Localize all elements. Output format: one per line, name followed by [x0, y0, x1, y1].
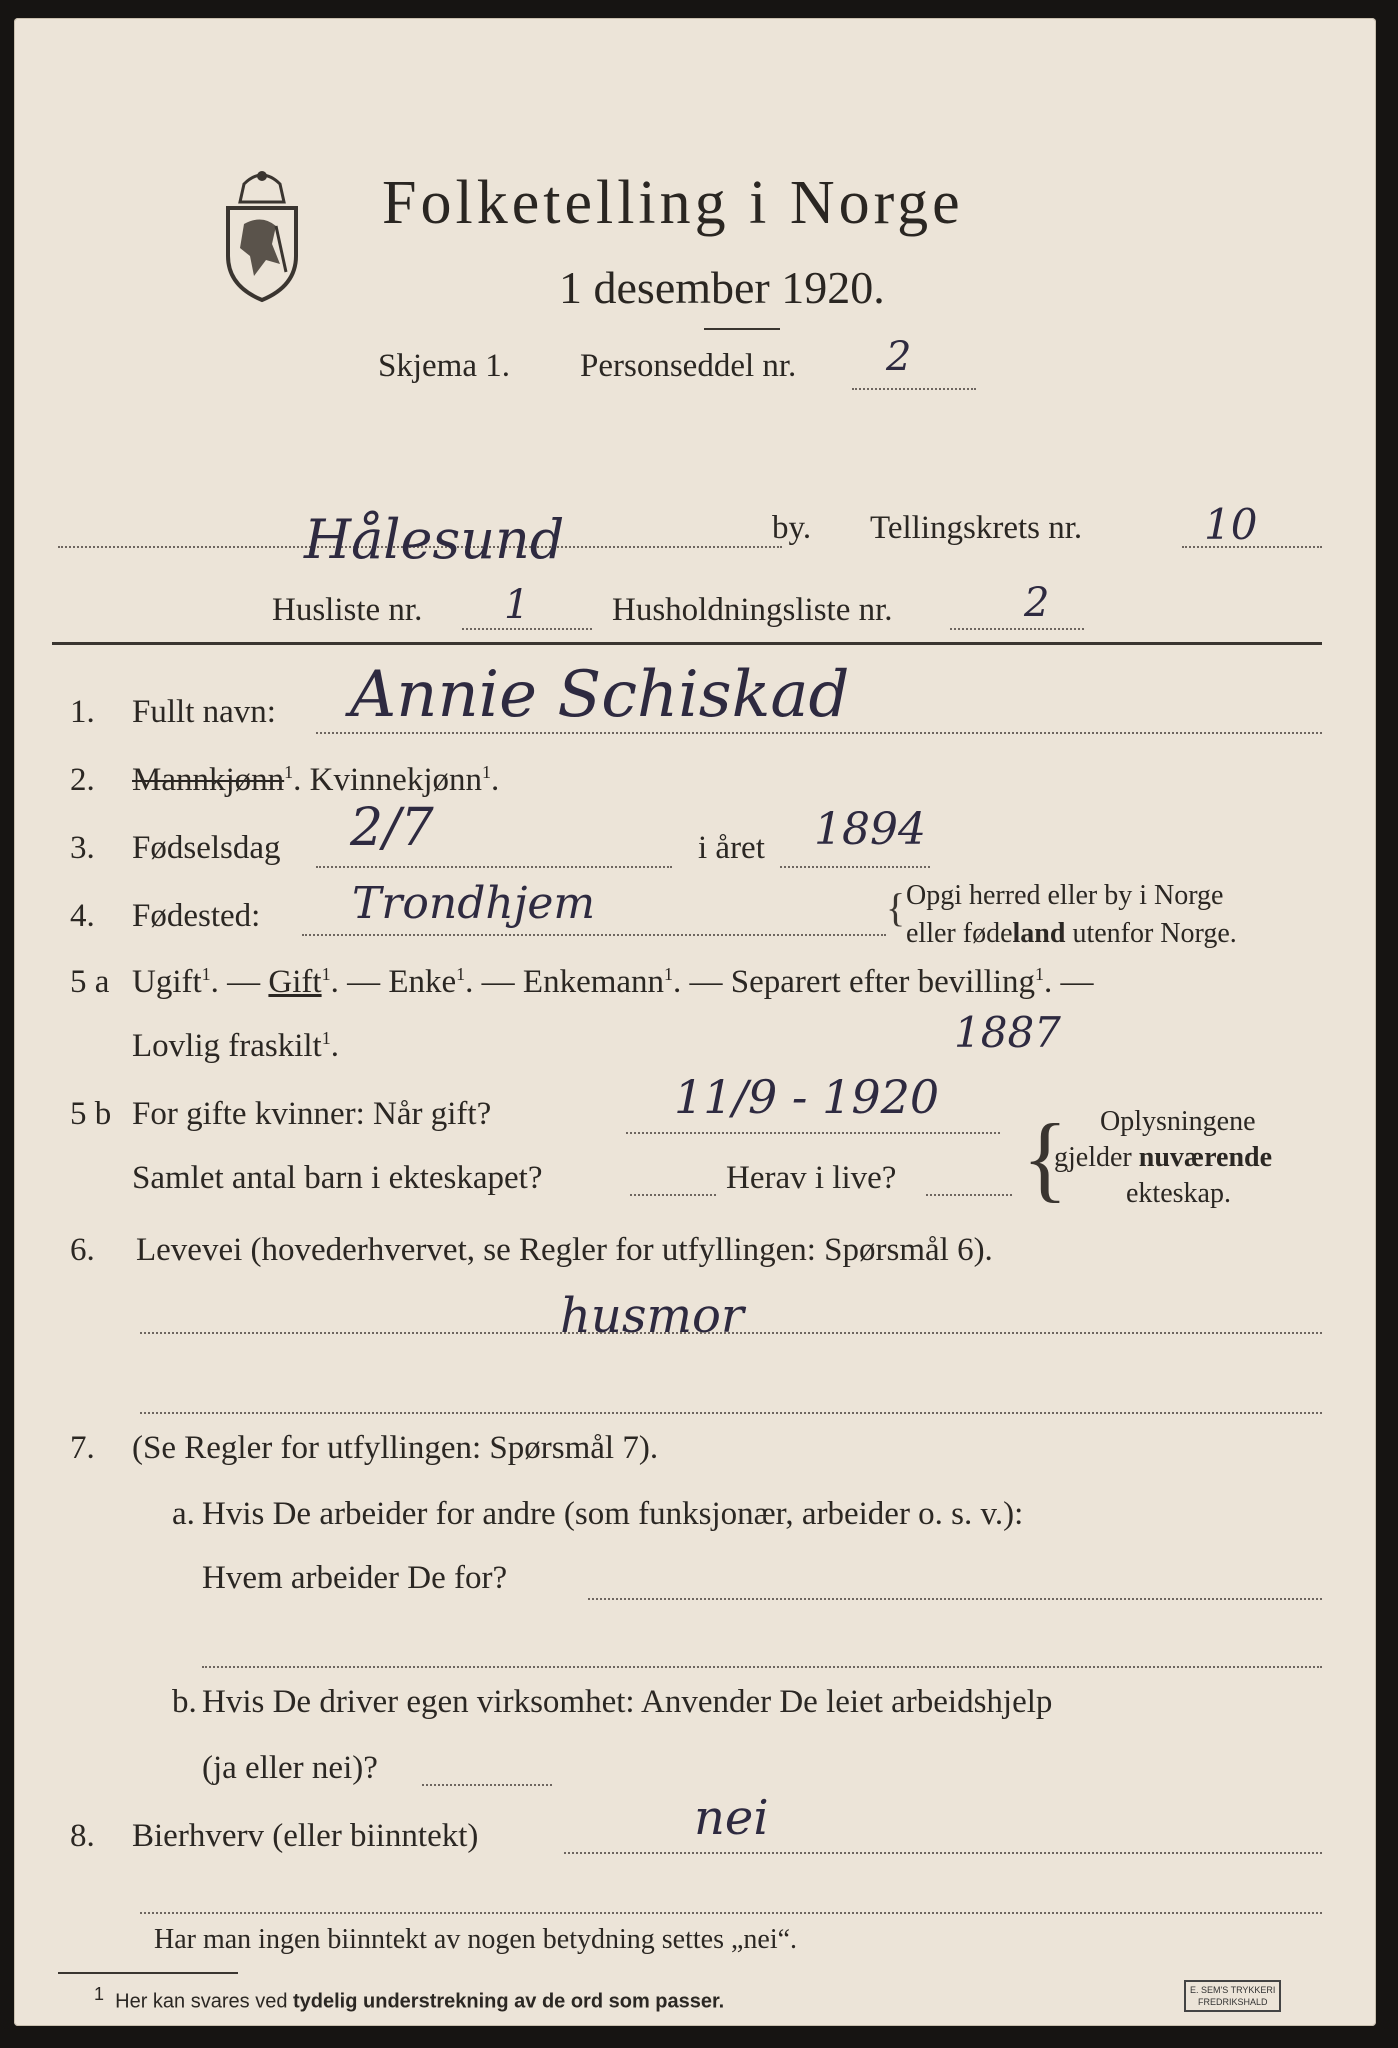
city-value: Hålesund: [304, 508, 565, 571]
title-divider: [704, 328, 780, 330]
fraskilt-option: Lovlig fraskilt$^1$.: [132, 1028, 339, 1064]
birthplace-value: Trondhjem: [352, 878, 596, 929]
birth-year-value: 1894: [814, 804, 926, 855]
marriage-note-1: Oplysningene: [1100, 1106, 1256, 1137]
male-option: Mannkjønn: [132, 762, 285, 798]
side-income-label: Bierhverv (eller biinntekt): [132, 1818, 479, 1854]
husholdningsliste-label: Husholdningsliste nr.: [612, 592, 893, 628]
q3-number: 3.: [70, 830, 95, 866]
personseddel-label: Personseddel nr.: [580, 348, 797, 384]
q1-number: 1.: [70, 694, 95, 730]
by-label: by.: [772, 510, 812, 546]
income-note: Har man ingen biinntekt av nogen betydning settes „nei“.: [154, 1924, 798, 1955]
q7-label: (Se Regler for utfyllingen: Spørsmål 7).: [132, 1430, 659, 1466]
marital-status-options: Ugift$^1$. — Gift$^1$. — Enke$^1$. — Enkemann$^1$. — Separert efter bevilling$^1$. —: [132, 964, 1094, 1000]
children-label: Samlet antal barn i ekteskapet?: [132, 1160, 543, 1196]
form-title: Folketelling i Norge: [382, 169, 964, 237]
full-name-value: Annie Schiskad: [350, 658, 850, 732]
married-when-label: For gifte kvinner: Når gift?: [132, 1096, 492, 1132]
q6-number: 6.: [70, 1232, 95, 1268]
census-date: 1 desember 1920.: [559, 262, 885, 313]
footnote-divider: [58, 1972, 238, 1974]
marriage-note-3: ekteskap.: [1126, 1178, 1231, 1209]
full-name-label: Fullt navn:: [132, 694, 276, 730]
personseddel-value: 2: [886, 334, 912, 380]
side-income-value: nei: [694, 1790, 769, 1846]
printer-stamp: E. SEM'S TRYKKERI FREDRIKSHALD: [1184, 1980, 1281, 2012]
q7-number: 7.: [70, 1430, 95, 1466]
q8-number: 8.: [70, 1818, 95, 1854]
q5a-number: 5 a: [70, 964, 110, 1000]
gender-options: Mannkjønn$^1$. Kvinnekjønn$^1$.: [132, 762, 500, 798]
hired-help-label: (ja eller nei)?: [202, 1750, 378, 1786]
q5b-number: 5 b: [70, 1096, 112, 1132]
birthdate-label: Fødselsdag: [132, 830, 281, 866]
birthplace-note-2: eller fødeland utenfor Norge.: [906, 918, 1237, 949]
married-when-value: 11/9 - 1920: [674, 1070, 940, 1124]
q7a-mark: a.: [172, 1496, 195, 1532]
extra-year-value: 1887: [954, 1008, 1061, 1057]
husliste-value: 1: [504, 582, 530, 628]
tellingskrets-label: Tellingskrets nr.: [870, 510, 1083, 546]
occupation-label: Levevei (hovederhvervet, se Regler for utfyllingen: Spørsmål 6).: [136, 1232, 993, 1268]
footnote: $^1$ Her kan svares ved tydelig understrekning av de ord som passer.: [94, 1984, 725, 2013]
coat-of-arms-icon: [214, 164, 310, 304]
birthplace-label: Fødested:: [132, 898, 261, 934]
skjema-label: Skjema 1.: [378, 348, 510, 384]
marriage-note-2: gjelder nuværende: [1054, 1142, 1273, 1173]
husholdningsliste-value: 2: [1024, 580, 1050, 626]
q7b-mark: b.: [172, 1684, 197, 1720]
female-option: Kvinnekjønn: [309, 762, 482, 798]
q2-number: 2.: [70, 762, 95, 798]
alive-label: Herav i live?: [726, 1160, 897, 1196]
q7a-text: Hvis De arbeider for andre (som funksjonær, arbeider o. s. v.):: [202, 1496, 1024, 1532]
occupation-value: husmor: [560, 1288, 744, 1344]
q4-number: 4.: [70, 898, 95, 934]
q7b-text: Hvis De driver egen virksomhet: Anvender De leiet arbeidshjelp: [202, 1684, 1053, 1720]
birth-year-label: i året: [698, 830, 765, 866]
husliste-label: Husliste nr.: [272, 592, 423, 628]
tellingskrets-value: 10: [1204, 500, 1258, 549]
section-divider: [52, 642, 1322, 645]
employer-label: Hvem arbeider De for?: [202, 1560, 508, 1596]
birthplace-note-1: Opgi herred eller by i Norge: [906, 880, 1224, 911]
gift-option: Gift: [268, 964, 322, 1000]
birthdate-value: 2/7: [350, 798, 434, 858]
census-form: Folketelling i Norge 1 desember 1920. Skjema 1. Personseddel nr. 2 Hålesund by. Tellingskrets nr. 10 Husliste nr. 1 Husholdningsliste nr. 2 1. Fullt navn: Annie Schiskad 2. Mannkjønn$^1$. Kvinnekjønn$^1$. 3. Fødselsdag 2/7 i året 1894 4. Fødested: Trondhjem { Opgi herred eller by i Norge eller fødeland utenfor Norge. 5 a Ugift$^1$. — Gift$^1$. — Enke$^1$. — Enkemann$^1$. — Separert efter bevilling$^1$. — Lovlig fraskilt$^1$. 1887 5 b For gifte kvinner: Når gift? 11/9 - 1920 Samlet antal barn i ekteskapet? Herav i live? { Oplysningene gjelder nuværende ekteskap. 6. Levevei (hovederhvervet, se Regler for utfyllingen: Spørsmål 6). husmor 7. (Se Regler for utfyllingen: Spørsmål 7). a. Hvis De arbeider for andre (som funksjonær, arbeider o. s. v.): Hvem arbeider De for? b. Hvis De driver egen virksomhet: Anvender De leiet arbeidshjelp (ja eller nei)? 8. Bierhverv (eller biinntekt) nei Har man ingen biinntekt av nogen betydning settes „nei“. $^1$ Her kan svares ved tydelig understrekning av de ord som passer. E. SEM'S TRYKKERI FREDRIKSHALD: [14, 18, 1376, 2026]
